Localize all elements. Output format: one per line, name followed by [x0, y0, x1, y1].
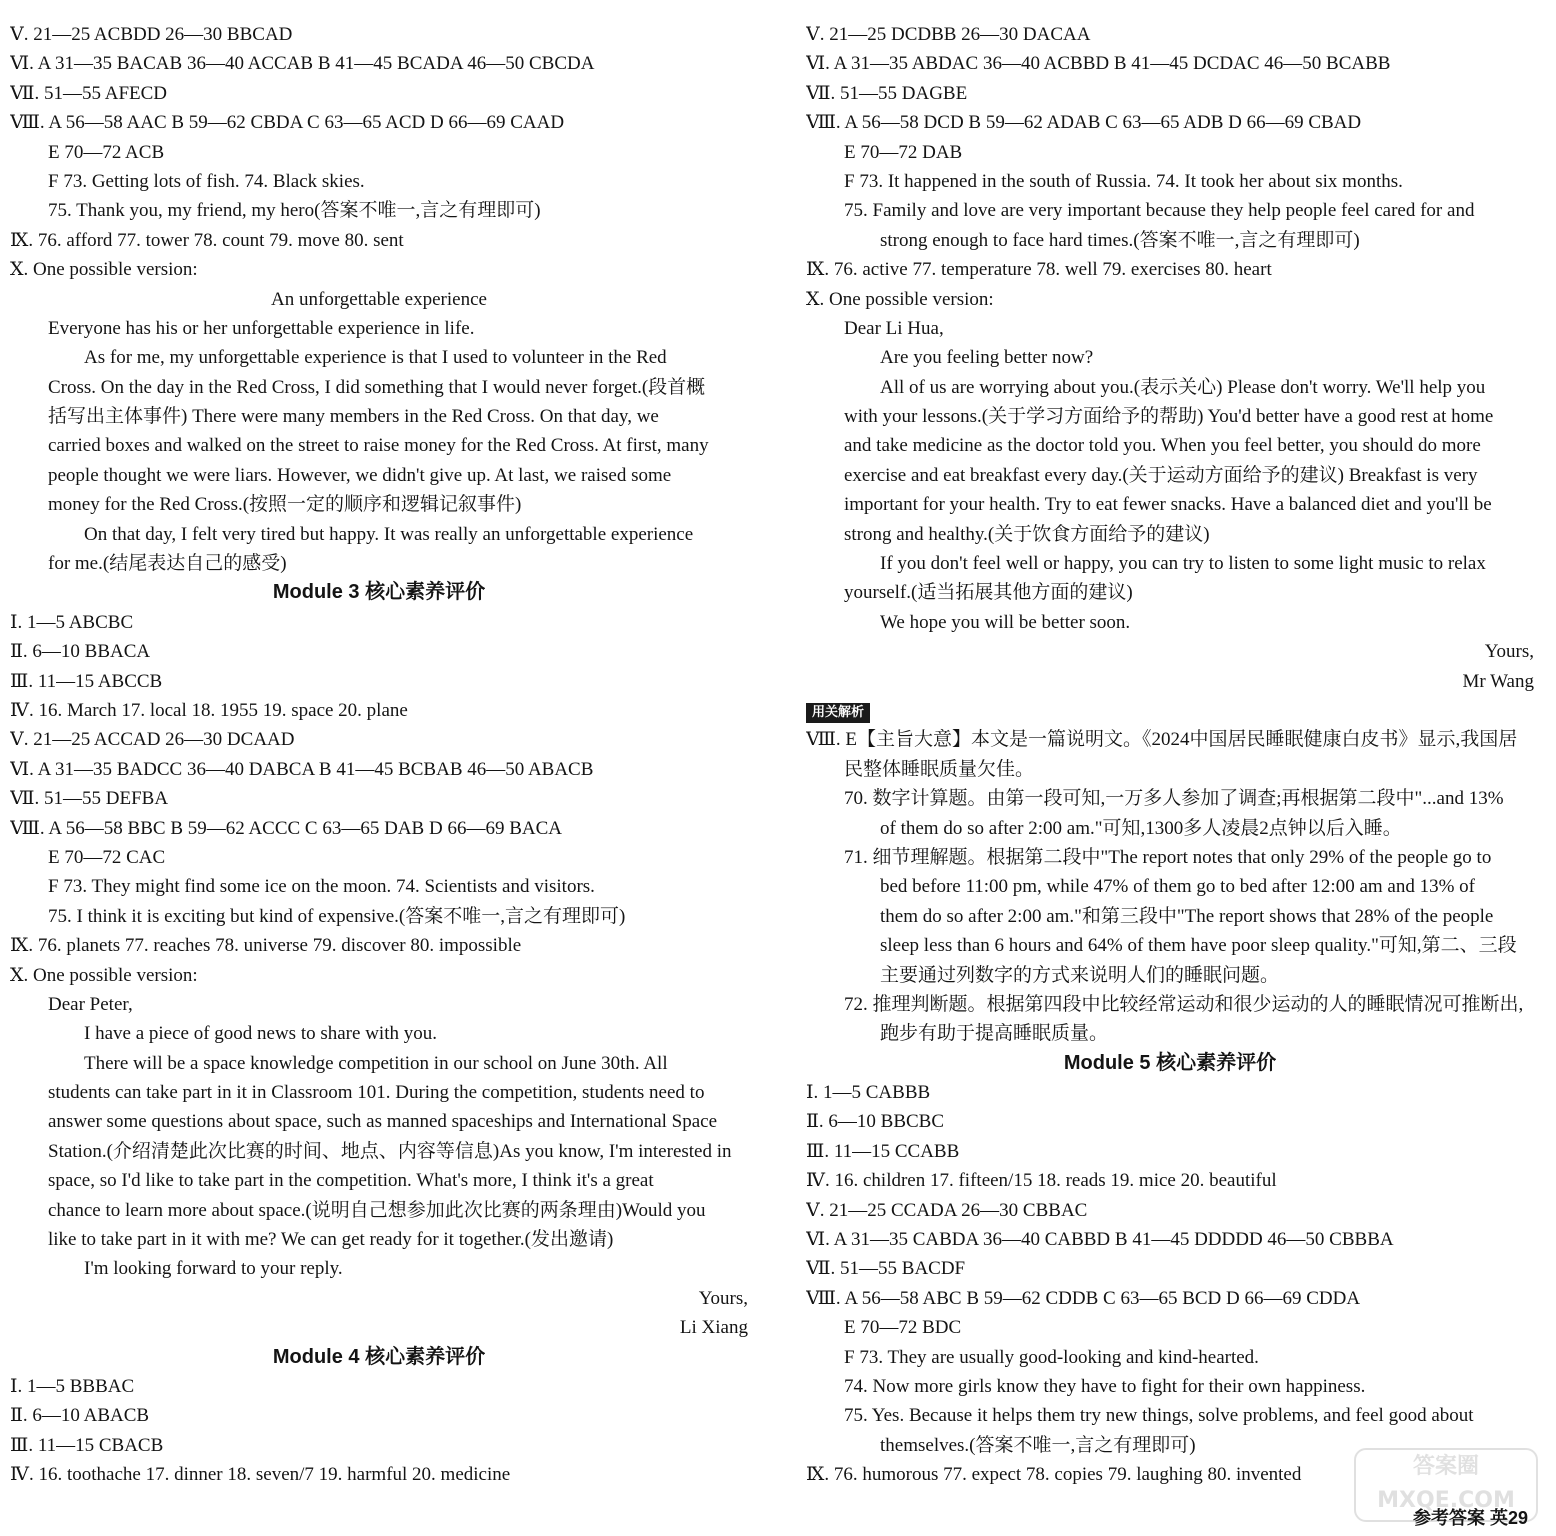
- answer-line: bed before 11:00 pm, while 47% of them go to bed after 12:00 am and 13% of: [880, 876, 1476, 898]
- answer-line: F 73. Getting lots of fish. 74. Black skies.: [48, 170, 365, 192]
- paragraph-line: As for me, my unforgettable experience is that I used to volunteer in the Red: [84, 347, 667, 369]
- paragraph-line: yourself.(适当拓展其他方面的建议): [844, 582, 1133, 604]
- answer-line: 75. Thank you, my friend, my hero(答案不唯一,言之有理即可): [48, 200, 541, 222]
- answer-line: Yours,: [1484, 641, 1534, 663]
- paragraph-line: answer some questions about space, such as manned spaceships and International Space: [48, 1111, 718, 1133]
- paragraph-line: exercise and eat breakfast every day.(关于运动方面给予的建议) Breakfast is very: [844, 464, 1478, 486]
- paragraph-line: chance to learn more about space.(说明自己想参加此次比赛的两条理由)Would you: [48, 1199, 706, 1221]
- answer-line: Ⅷ. A 56—58 AAC B 59—62 CBDA C 63—65 ACD D 66—69 CAAD: [10, 112, 565, 134]
- answer-line: Ⅸ. 76. active 77. temperature 78. well 79. exercises 80. heart: [806, 259, 1272, 281]
- answer-line: Li Xiang: [679, 1317, 748, 1339]
- answer-line: 75. Yes. Because it helps them try new things, solve problems, and feel good about: [844, 1405, 1474, 1427]
- answer-line: E 70—72 CAC: [48, 846, 166, 868]
- answer-line: Dear Li Hua,: [844, 317, 944, 339]
- answer-line: Ⅹ. One possible version:: [10, 964, 198, 986]
- answer-line: Ⅵ. A 31—35 ABDAC 36—40 ACBBD B 41—45 DCDAC 46—50 BCABB: [806, 53, 1391, 75]
- answer-line: 72. 推理判断题。根据第四段中比较经常运动和很少运动的人的睡眠情况可推断出,: [844, 993, 1524, 1015]
- answer-line: 70. 数字计算题。由第一段可知,一万多人参加了调查;再根据第二段中"...and 13%: [844, 788, 1504, 810]
- answer-line: Yours,: [698, 1287, 748, 1309]
- answer-line: Ⅵ. A 31—35 CABDA 36—40 CABBD B 41—45 DDDDD 46—50 CBBBA: [806, 1229, 1394, 1251]
- answer-line: 74. Now more girls know they have to fight for their own happiness.: [844, 1375, 1366, 1397]
- paragraph-line: students can take part in it in Classroom 101. During the competition, students need to: [48, 1082, 705, 1104]
- answer-line: Ⅰ. 1—5 CABBB: [806, 1082, 931, 1104]
- answer-line: Ⅶ. 51—55 DAGBE: [806, 82, 968, 104]
- left-column: [10, 20, 748, 1490]
- paragraph-line: If you don't feel well or happy, you can try to listen to some light music to relax: [880, 553, 1486, 575]
- answer-line: Ⅷ. A 56—58 DCD B 59—62 ADAB C 63—65 ADB D 66—69 CBAD: [806, 112, 1362, 134]
- analysis-tag: 用关解析: [806, 703, 870, 723]
- answer-line: Ⅴ. 21—25 CCADA 26—30 CBBAC: [806, 1199, 1088, 1221]
- right-column: [806, 20, 1534, 1490]
- answer-line: Mr Wang: [1462, 670, 1534, 692]
- paragraph-line: Station.(介绍清楚此次比赛的时间、地点、内容等信息)As you know, I'm interested in: [48, 1140, 732, 1162]
- answer-line: Ⅳ. 16. March 17. local 18. 1955 19. space 20. plane: [10, 699, 408, 721]
- answer-line: Ⅰ. 1—5 BBBAC: [10, 1375, 135, 1397]
- answer-line: Ⅲ. 11—15 CCABB: [806, 1140, 960, 1162]
- answer-line: Ⅱ. 6—10 ABACB: [10, 1405, 150, 1427]
- answer-line: 主要通过列数字的方式来说明人们的睡眠问题。: [880, 964, 1280, 986]
- paragraph-line: strong and healthy.(关于饮食方面给予的建议): [844, 523, 1210, 545]
- answer-line: Ⅸ. 76. humorous 77. expect 78. copies 79. laughing 80. invented: [806, 1464, 1302, 1486]
- answer-line: Ⅵ. A 31—35 BACAB 36—40 ACCAB B 41—45 BCADA 46—50 CBCDA: [10, 53, 595, 75]
- answer-line: Ⅸ. 76. planets 77. reaches 78. universe 79. discover 80. impossible: [10, 935, 522, 957]
- answer-line: Ⅲ. 11—15 ABCCB: [10, 670, 163, 692]
- paragraph-line: On that day, I felt very tired but happy. It was really an unforgettable experience: [84, 523, 694, 545]
- paragraph-line: money for the Red Cross.(按照一定的顺序和逻辑记叙事件): [48, 494, 522, 516]
- section-heading: Module 3 核心素养评价: [272, 581, 486, 604]
- answer-line: Ⅵ. A 31—35 BADCC 36—40 DABCA B 41—45 BCBAB 46—50 ABACB: [10, 758, 594, 780]
- answer-line: E 70—72 ACB: [48, 141, 165, 163]
- paragraph-line: space, so I'd like to take part in the competition. What's more, I think it's a great: [48, 1170, 654, 1192]
- answer-line: of them do so after 2:00 am."可知,1300多人凌晨2点钟以后入睡。: [880, 817, 1402, 839]
- paragraph-line: There will be a space knowledge competition in our school on June 30th. All: [84, 1052, 668, 1074]
- analysis-tag-row: [806, 696, 1534, 725]
- answer-line: Are you feeling better now?: [880, 347, 1094, 369]
- paragraph-line: like to take part in it with me? We can get ready for it together.(发出邀请): [48, 1229, 614, 1251]
- answer-line: Ⅶ. 51—55 BACDF: [806, 1258, 966, 1280]
- answer-line: 75. I think it is exciting but kind of expensive.(答案不唯一,言之有理即可): [48, 905, 626, 927]
- watermark-logo: 答案圈 MXQE.COM: [1354, 1448, 1538, 1522]
- answer-line: 71. 细节理解题。根据第二段中"The report notes that only 29% of the people go to: [844, 846, 1492, 868]
- answer-line: Ⅱ. 6—10 BBACA: [10, 641, 151, 663]
- answer-line: Ⅴ. 21—25 ACCAD 26—30 DCAAD: [10, 729, 295, 751]
- answer-line: Ⅳ. 16. children 17. fifteen/15 18. reads 19. mice 20. beautiful: [806, 1170, 1277, 1192]
- answer-line: E 70—72 DAB: [844, 141, 963, 163]
- paragraph-line: All of us are worrying about you.(表示关心) Please don't worry. We'll help you: [880, 376, 1486, 398]
- paragraph-line: for me.(结尾表达自己的感受): [48, 553, 287, 575]
- paragraph-line: carried boxes and walked on the street to raise money for the Red Cross. At first, many: [48, 435, 709, 457]
- paragraph-line: people thought we were liars. However, we didn't give up. At last, we raised some: [48, 464, 672, 486]
- paragraph-line: and take medicine as the doctor told you. When you feel better, you should do more: [844, 435, 1481, 457]
- answer-line: Everyone has his or her unforgettable experience in life.: [48, 317, 475, 339]
- answer-line: sleep less than 6 hours and 64% of them have poor sleep quality."可知,第二、三段: [880, 935, 1517, 957]
- paragraph-line: with your lessons.(关于学习方面给予的帮助) You'd better have a good rest at home: [844, 406, 1494, 428]
- answer-line: Ⅰ. 1—5 ABCBC: [10, 611, 134, 633]
- answer-line: Ⅷ. E【主旨大意】本文是一篇说明文。《2024中国居民睡眠健康白皮书》显示,我国居: [806, 729, 1518, 751]
- answer-line: Ⅷ. A 56—58 BBC B 59—62 ACCC C 63—65 DAB D 66—69 BACA: [10, 817, 562, 839]
- paragraph-line: Cross. On the day in the Red Cross, I did something that I would never forget.(段首概: [48, 376, 706, 398]
- answer-line: them do so after 2:00 am."和第三段中"The report shows that 28% of the people: [880, 905, 1494, 927]
- answer-line: 75. Family and love are very important because they help people feel cared for and: [844, 200, 1475, 222]
- answer-line: Ⅶ. 51—55 DEFBA: [10, 788, 169, 810]
- answer-line: F 73. It happened in the south of Russia. 74. It took her about six months.: [844, 170, 1403, 192]
- section-heading: Module 5 核心素养评价: [1063, 1051, 1277, 1074]
- answer-line: Ⅷ. A 56—58 ABC B 59—62 CDDB C 63—65 BCD D 66—69 CDDA: [806, 1287, 1361, 1309]
- answer-line: I'm looking forward to your reply.: [84, 1258, 343, 1280]
- paragraph-line: important for your health. Try to eat fewer snacks. Have a balanced diet and you'll be: [844, 494, 1492, 516]
- answer-line: Ⅳ. 16. toothache 17. dinner 18. seven/7 19. harmful 20. medicine: [10, 1464, 511, 1486]
- answer-line: F 73. They are usually good-looking and kind-hearted.: [844, 1346, 1259, 1368]
- answer-line: Ⅹ. One possible version:: [10, 259, 198, 281]
- page-footer: 参考答案 英29: [1412, 1508, 1528, 1528]
- answer-line: I have a piece of good news to share with you.: [84, 1023, 437, 1045]
- answer-line: F 73. They might find some ice on the moon. 74. Scientists and visitors.: [48, 876, 595, 898]
- answer-line: Ⅱ. 6—10 BBCBC: [806, 1111, 945, 1133]
- answer-line: Dear Peter,: [48, 993, 133, 1015]
- answer-line: 民整体睡眠质量欠佳。: [844, 758, 1035, 780]
- answer-line: E 70—72 BDC: [844, 1317, 962, 1339]
- paragraph-line: 括写出主体事件) There were many members in the Red Cross. On that day, we: [48, 406, 659, 428]
- answer-line: Ⅹ. One possible version:: [806, 288, 994, 310]
- answer-line: 跑步有助于提高睡眠质量。: [880, 1023, 1109, 1045]
- answer-line: Ⅸ. 76. afford 77. tower 78. count 79. move 80. sent: [10, 229, 404, 251]
- answer-line: An unforgettable experience: [271, 288, 487, 310]
- answer-line: Ⅲ. 11—15 CBACB: [10, 1434, 164, 1456]
- answer-line: Ⅴ. 21—25 DCDBB 26—30 DACAA: [806, 24, 1091, 45]
- section-heading: Module 4 核心素养评价: [272, 1345, 486, 1368]
- answer-line: strong enough to face hard times.(答案不唯一,言之有理即可): [880, 229, 1360, 251]
- answer-line: Ⅴ. 21—25 ACBDD 26—30 BBCAD: [10, 24, 293, 45]
- answer-line: We hope you will be better soon.: [880, 611, 1131, 633]
- answer-line: Ⅶ. 51—55 AFECD: [10, 82, 168, 104]
- answer-line: themselves.(答案不唯一,言之有理即可): [880, 1434, 1196, 1456]
